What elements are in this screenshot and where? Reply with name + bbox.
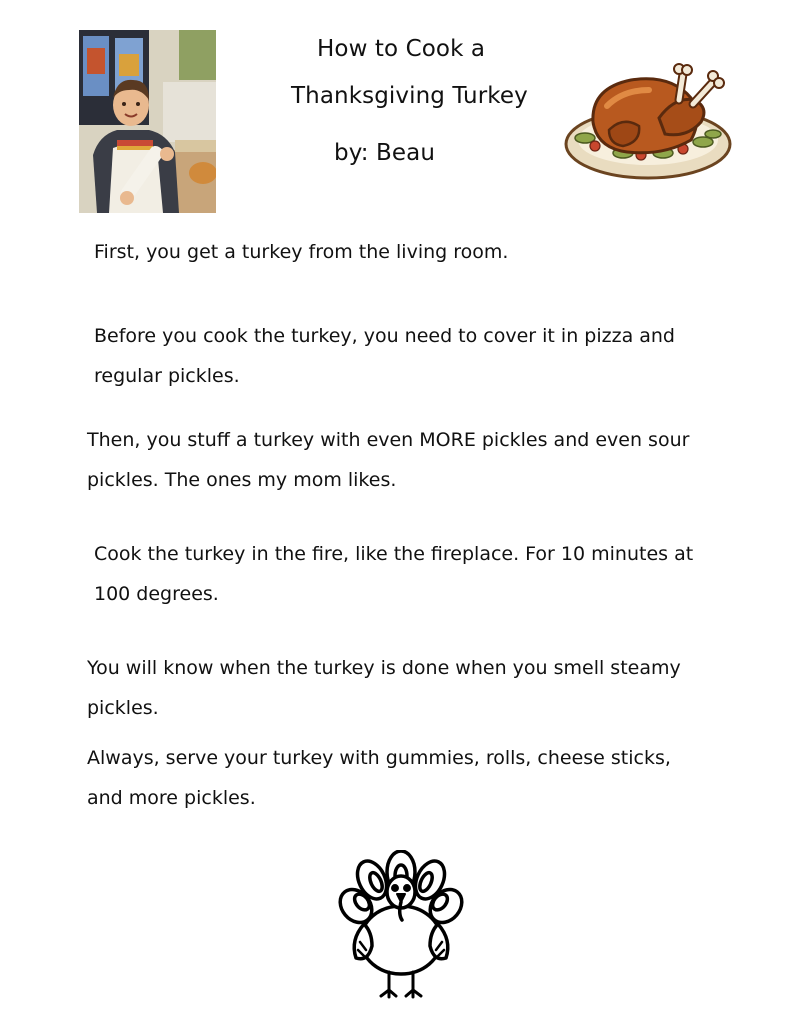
roast-turkey-icon	[563, 60, 735, 182]
step-3-line-1: Then, you stuff a turkey with even MORE pickles and even sour	[87, 429, 690, 451]
step-5-line-2: pickles.	[87, 697, 159, 719]
step-6-line-1: Always, serve your turkey with gummies, rolls, cheese sticks,	[87, 747, 671, 769]
step-1	[94, 232, 508, 272]
step-2-line-1: Before you cook the turkey, you need to cover it in pizza and	[94, 325, 675, 347]
title-line-1: How to Cook a	[317, 36, 486, 62]
byline: by: Beau	[334, 140, 435, 166]
step-4-line-1: Cook the turkey in the fire, like the fireplace. For 10 minutes at	[94, 543, 694, 565]
step-3	[87, 420, 689, 500]
photo	[79, 30, 216, 213]
title-line-2: Thanksgiving Turkey	[291, 83, 528, 109]
step-2	[94, 316, 675, 396]
boy-photo-image	[79, 30, 216, 213]
step-4	[94, 534, 693, 614]
step-5-line-1: You will know when the turkey is done when you smell steamy	[87, 657, 681, 679]
step-3-line-2: pickles. The ones my mom likes.	[87, 469, 397, 491]
step-6	[87, 738, 671, 818]
turkey-outline-icon	[334, 850, 468, 1000]
step-1-line-1: First, you get a turkey from the living room.	[94, 241, 509, 263]
step-4-line-2: 100 degrees.	[94, 583, 219, 605]
step-2-line-2: regular pickles.	[94, 365, 240, 387]
step-6-line-2: and more pickles.	[87, 787, 256, 809]
step-5	[87, 648, 681, 728]
